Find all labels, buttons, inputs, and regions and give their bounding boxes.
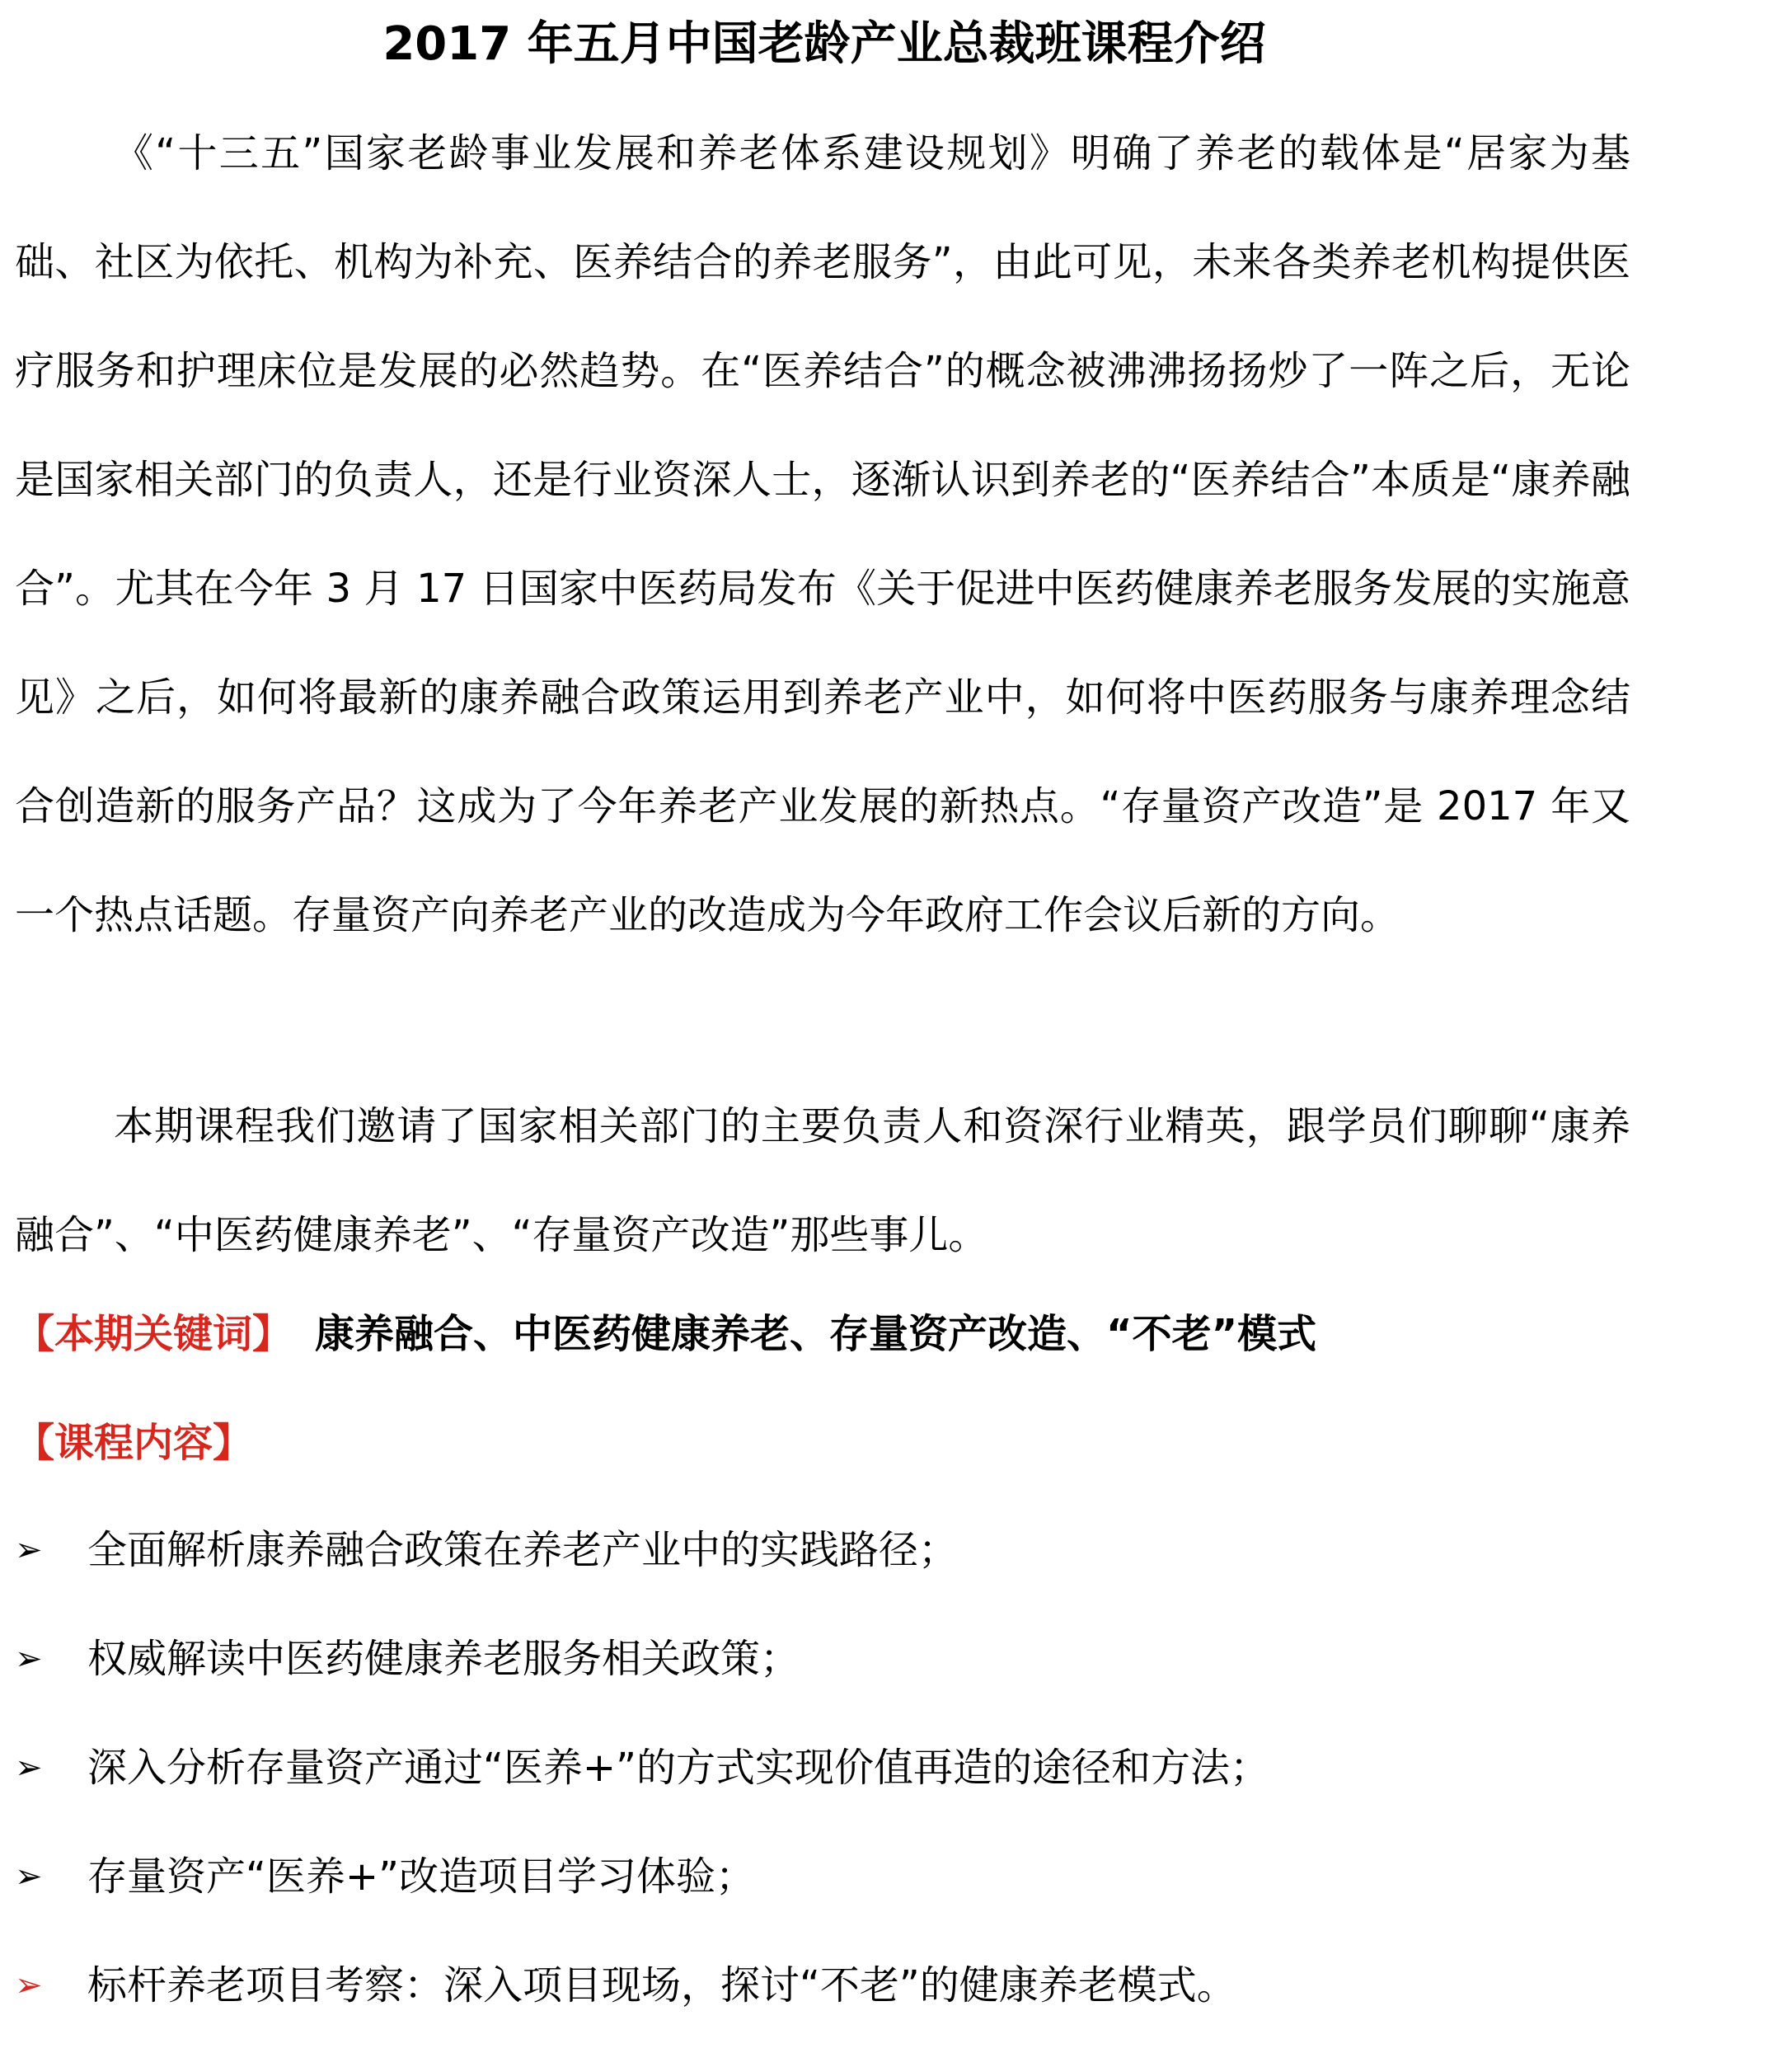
list-item (15, 1944, 1269, 2053)
course-content-heading (15, 1410, 252, 1476)
arrow-bullet-icon: ➢ (15, 1640, 43, 1678)
list-item (15, 1835, 1269, 1944)
list-item (15, 1726, 1269, 1835)
arrow-bullet-icon: ➢ (15, 1749, 43, 1787)
list-item-text: 存量资产“医养+”改造项目学习体验； (87, 1853, 755, 1900)
list-item-text: 全面解析康养融合政策在养老产业中的实践路径； (87, 1527, 959, 1573)
list-item-text: 权威解读中医药健康养老服务相关政策； (87, 1636, 800, 1682)
list-item (15, 1509, 1269, 1618)
intro-paragraph: 《“十三五”国家老龄事业发展和养老体系建设规划》明确了养老的载体是“居家为基础、社区为依托、机构为补充、医养结合的养老服务”，由此可见，未来各类养老机构提供医疗服务和护理床位是发展的必然趋势。在“医养结合”的概念被沸沸扬扬炒了一阵之后，无论是国家相关部门的负责人，还是行业资深人士，逐渐认识到养老的“医养结合”本质是“康养融合”。尤其在今年 3 月 17 日国家中医药局发布《关于促进中医药健康养老服务发展的实施意见》之后，如何将最新的康养融合政策运用到养老产业中，如何将中医药服务与康养理念结合创造新的服务产品？这成为了今年养老产业发展的新热点。“存量资产改造”是 2017 年又一个热点话题。存量资产向养老产业的改造成为今年政府工作会议后新的方向。 (15, 130, 1630, 938)
list-item-text: 标杆养老项目考察：深入项目现场，探讨“不老”的健康养老模式。 (87, 1962, 1236, 2008)
page-title: 2017 年五月中国老龄产业总裁班课程介绍 (382, 17, 1266, 71)
list-item-text: 深入分析存量资产通过“医养+”的方式实现价值再造的途径和方法； (87, 1745, 1269, 1791)
course-invitation-paragraph: 本期课程我们邀请了国家相关部门的主要负责人和资深行业精英，跟学员们聊聊“康养融合”、“中医药健康养老”、“存量资产改造”那些事儿。 (15, 1103, 1630, 1258)
course-content-label: 【课程内容】 (15, 1420, 253, 1466)
list-item (15, 1618, 1269, 1726)
arrow-bullet-icon-red: ➢ (15, 1966, 43, 2004)
arrow-bullet-icon: ➢ (15, 1531, 43, 1569)
keywords-label: 【本期关键词】 (15, 1311, 293, 1357)
arrow-bullet-icon: ➢ (15, 1858, 43, 1896)
course-content-list (15, 1509, 1269, 2053)
keywords-line (15, 1301, 1316, 1367)
keywords-value: 康养融合、中医药健康养老、存量资产改造、“不老”模式 (315, 1311, 1317, 1357)
